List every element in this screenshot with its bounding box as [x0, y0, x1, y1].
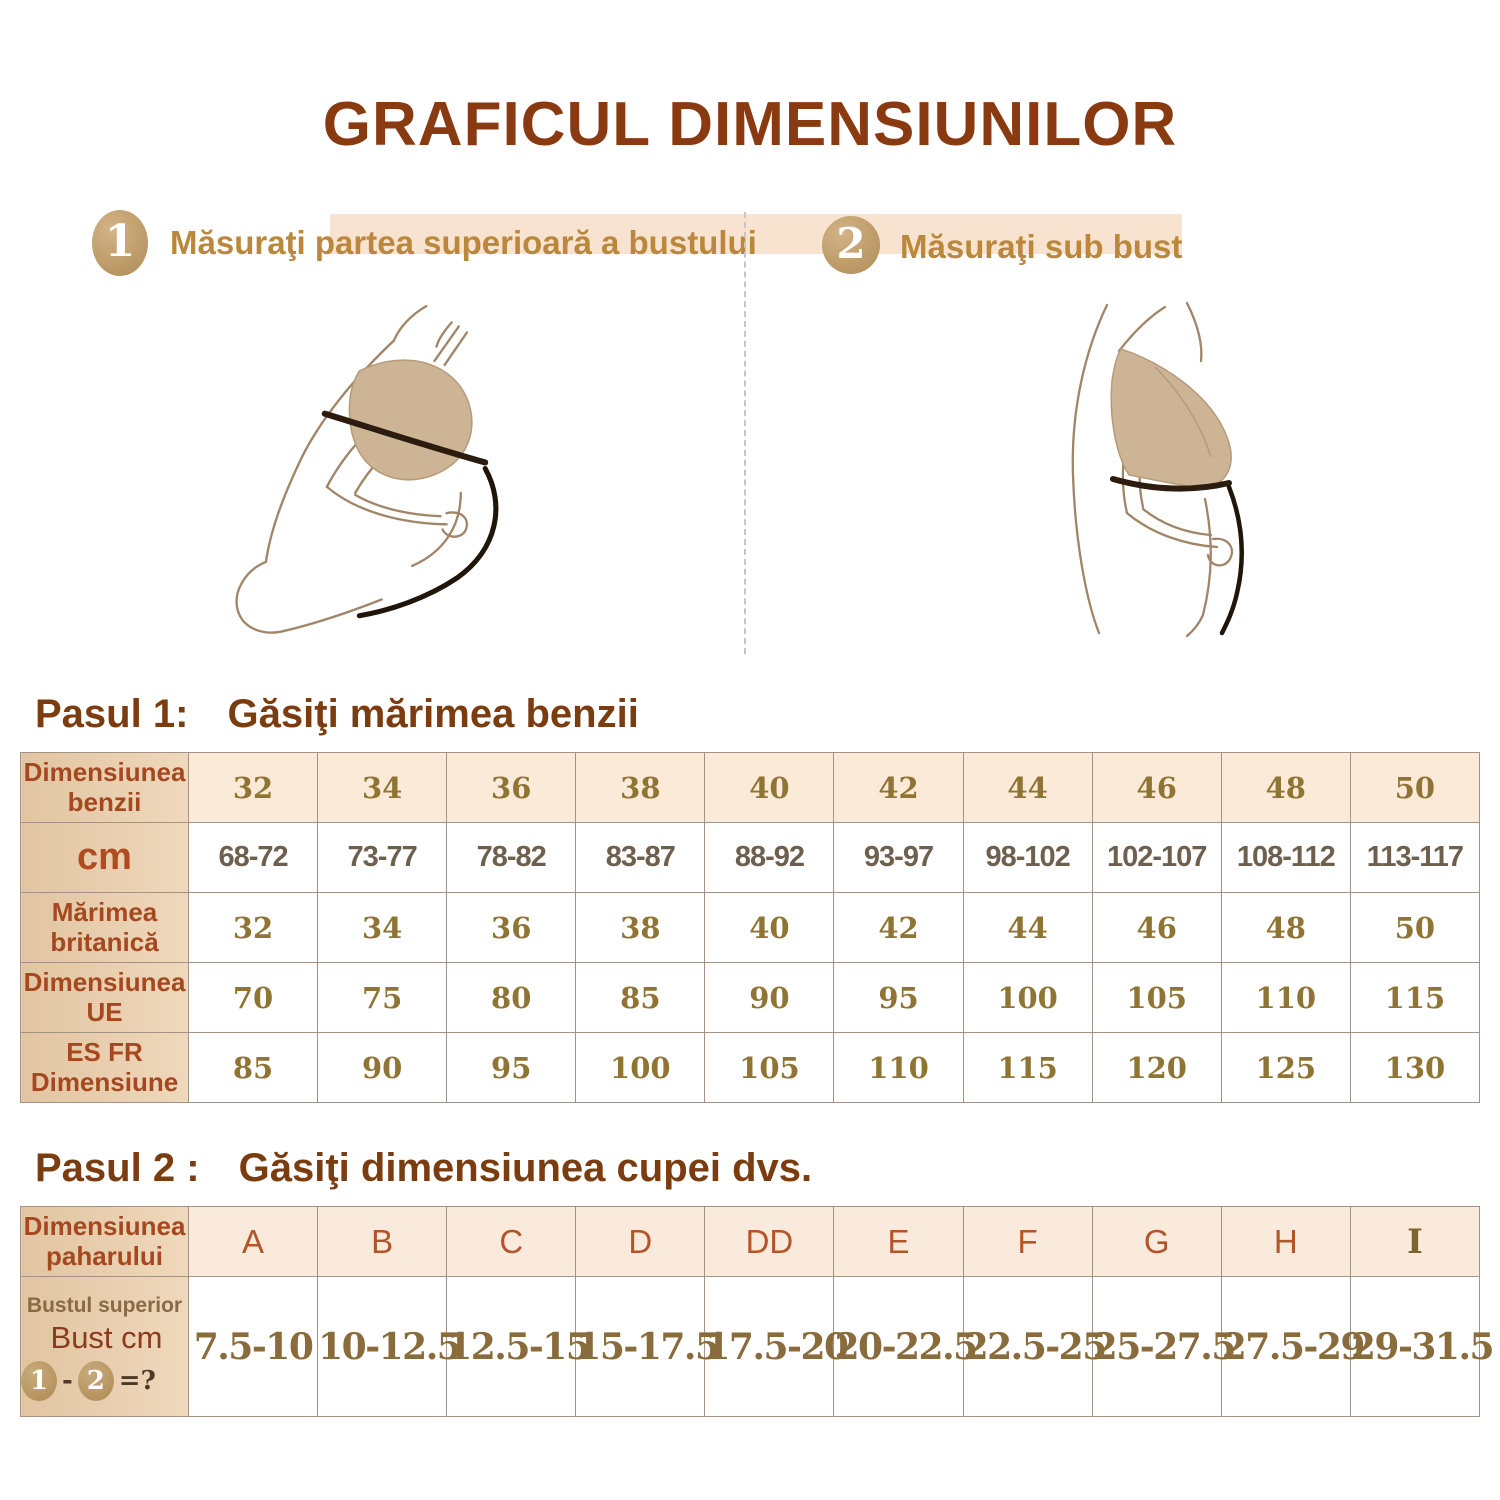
band-size-value: 48	[1221, 753, 1350, 823]
es-fr-size-value: 120	[1092, 1033, 1221, 1103]
es-fr-size-value: 90	[318, 1033, 447, 1103]
band-size-value: 42	[834, 753, 963, 823]
page-title-area	[0, 90, 1500, 160]
eu-size-value: 115	[1350, 963, 1479, 1033]
cup-letter: C	[447, 1207, 576, 1277]
uk-size-value: 40	[705, 893, 834, 963]
band-size-value: 46	[1092, 753, 1221, 823]
uk-size-value: 46	[1092, 893, 1221, 963]
measuring-tape-hanging	[359, 469, 496, 616]
eu-size-value: 90	[705, 963, 834, 1033]
cm-range-row	[21, 823, 1480, 893]
eu-size-row	[21, 963, 1480, 1033]
cm-range-value: 78-82	[447, 823, 576, 893]
bust-cm-label: Bust cm	[50, 1319, 163, 1355]
eu-size-value: 105	[1092, 963, 1221, 1033]
uk-size-value: 48	[1221, 893, 1350, 963]
es-fr-size-value: 110	[834, 1033, 963, 1103]
formula-equals: =?	[118, 1365, 156, 1396]
cm-range-value: 73-77	[318, 823, 447, 893]
band-size-value: 36	[447, 753, 576, 823]
band-size-value: 40	[705, 753, 834, 823]
cup-range-value: 12.5-15	[447, 1277, 576, 1417]
cup-range-value: 17.5-20	[705, 1277, 834, 1417]
cup-range-value: 22.5-25	[963, 1277, 1092, 1417]
cup-letter: F	[963, 1207, 1092, 1277]
band-size-table	[20, 752, 1480, 1103]
cup-size-table	[20, 1206, 1494, 1417]
row-label-cm: cm	[21, 823, 189, 893]
band-size-value: 32	[189, 753, 318, 823]
cup-range-value: 10-12.5	[318, 1277, 447, 1417]
uk-size-value: 38	[576, 893, 705, 963]
formula-minus: -	[62, 1365, 73, 1396]
section-1-heading	[35, 692, 639, 737]
cup-letter: I	[1350, 1207, 1479, 1277]
section-2-heading	[35, 1146, 812, 1191]
eu-size-value: 80	[447, 963, 576, 1033]
bra-shape	[1111, 349, 1231, 489]
upper-bust-label: Bustul superior	[26, 1293, 183, 1317]
uk-size-value: 36	[447, 893, 576, 963]
cup-letter: E	[834, 1207, 963, 1277]
cup-range-value: 7.5-10	[189, 1277, 318, 1417]
row-label-cup-size: Dimensiunea paharului	[21, 1207, 189, 1277]
measuring-tape-hanging	[1222, 487, 1242, 633]
measure-over-bust-illustration	[205, 300, 540, 635]
cup-letter: B	[318, 1207, 447, 1277]
cup-letter: A	[189, 1207, 318, 1277]
eu-size-value: 95	[834, 963, 963, 1033]
section-1-step: Pasul 1:	[35, 692, 189, 736]
bust-formula	[21, 1361, 188, 1401]
cup-difference-row	[21, 1277, 1480, 1417]
band-size-row	[21, 753, 1480, 823]
bra-shape	[349, 360, 472, 480]
page-title: GRAFICUL DIMENSIUNILOR	[322, 90, 1178, 159]
step-1-label: Măsuraţi partea superioară a bustului	[170, 224, 757, 261]
cm-range-value: 88-92	[705, 823, 834, 893]
band-size-value: 34	[318, 753, 447, 823]
es-fr-size-value: 125	[1221, 1033, 1350, 1103]
es-fr-size-value: 100	[576, 1033, 705, 1103]
es-fr-size-value: 95	[447, 1033, 576, 1103]
row-label-uk-size: Mărimea britanică	[21, 893, 189, 963]
cup-range-value: 15-17.5	[576, 1277, 705, 1417]
band-size-value: 44	[963, 753, 1092, 823]
cm-range-value: 113-117	[1350, 823, 1479, 893]
uk-size-value: 34	[318, 893, 447, 963]
cup-letter: D	[576, 1207, 705, 1277]
eu-size-value: 85	[576, 963, 705, 1033]
cup-letter: DD	[705, 1207, 834, 1277]
es-fr-size-value: 85	[189, 1033, 318, 1103]
eu-size-value: 70	[189, 963, 318, 1033]
step-2-badge: 2	[822, 216, 880, 274]
step-2-label: Măsuraţi sub bust	[900, 228, 1183, 265]
formula-step-2-badge: 2	[78, 1361, 114, 1401]
cm-range-value: 98-102	[963, 823, 1092, 893]
uk-size-value: 44	[963, 893, 1092, 963]
uk-size-value: 50	[1350, 893, 1479, 963]
es-fr-size-value: 115	[963, 1033, 1092, 1103]
dashed-divider	[744, 212, 746, 654]
uk-size-value: 42	[834, 893, 963, 963]
cm-range-value: 93-97	[834, 823, 963, 893]
section-2-step: Pasul 2 :	[35, 1146, 200, 1190]
uk-size-row	[21, 893, 1480, 963]
cup-range-value: 29-31.5	[1350, 1277, 1479, 1417]
section-1-instruction: Găsiţi mărimea benzii	[227, 692, 639, 736]
formula-step-1-badge: 1	[21, 1361, 57, 1401]
cm-range-value: 108-112	[1221, 823, 1350, 893]
eu-size-value: 100	[963, 963, 1092, 1033]
cup-size-header-row	[21, 1207, 1480, 1277]
cup-letter: H	[1221, 1207, 1350, 1277]
es-fr-size-value: 130	[1350, 1033, 1479, 1103]
band-size-value: 50	[1350, 753, 1479, 823]
es-fr-size-value: 105	[705, 1033, 834, 1103]
cup-range-value: 27.5-29	[1221, 1277, 1350, 1417]
cup-range-value: 25-27.5	[1092, 1277, 1221, 1417]
step-1-badge: 1	[92, 210, 148, 276]
row-label-es-fr-size: ES FR Dimensiune	[21, 1033, 189, 1103]
measure-under-bust-illustration	[1015, 296, 1315, 638]
section-2-instruction: Găsiţi dimensiunea cupei dvs.	[238, 1146, 813, 1190]
cm-range-value: 68-72	[189, 823, 318, 893]
uk-size-value: 32	[189, 893, 318, 963]
cup-range-value: 20-22.5	[834, 1277, 963, 1417]
cup-letter: G	[1092, 1207, 1221, 1277]
cm-range-value: 83-87	[576, 823, 705, 893]
cm-range-value: 102-107	[1092, 823, 1221, 893]
eu-size-value: 75	[318, 963, 447, 1033]
row-label-band-size: Dimensiunea benzii	[21, 753, 189, 823]
eu-size-value: 110	[1221, 963, 1350, 1033]
es-fr-size-row	[21, 1033, 1480, 1103]
row-label-eu-size: Dimensiunea UE	[21, 963, 189, 1033]
row-label-bust-difference	[21, 1277, 189, 1417]
band-size-value: 38	[576, 753, 705, 823]
